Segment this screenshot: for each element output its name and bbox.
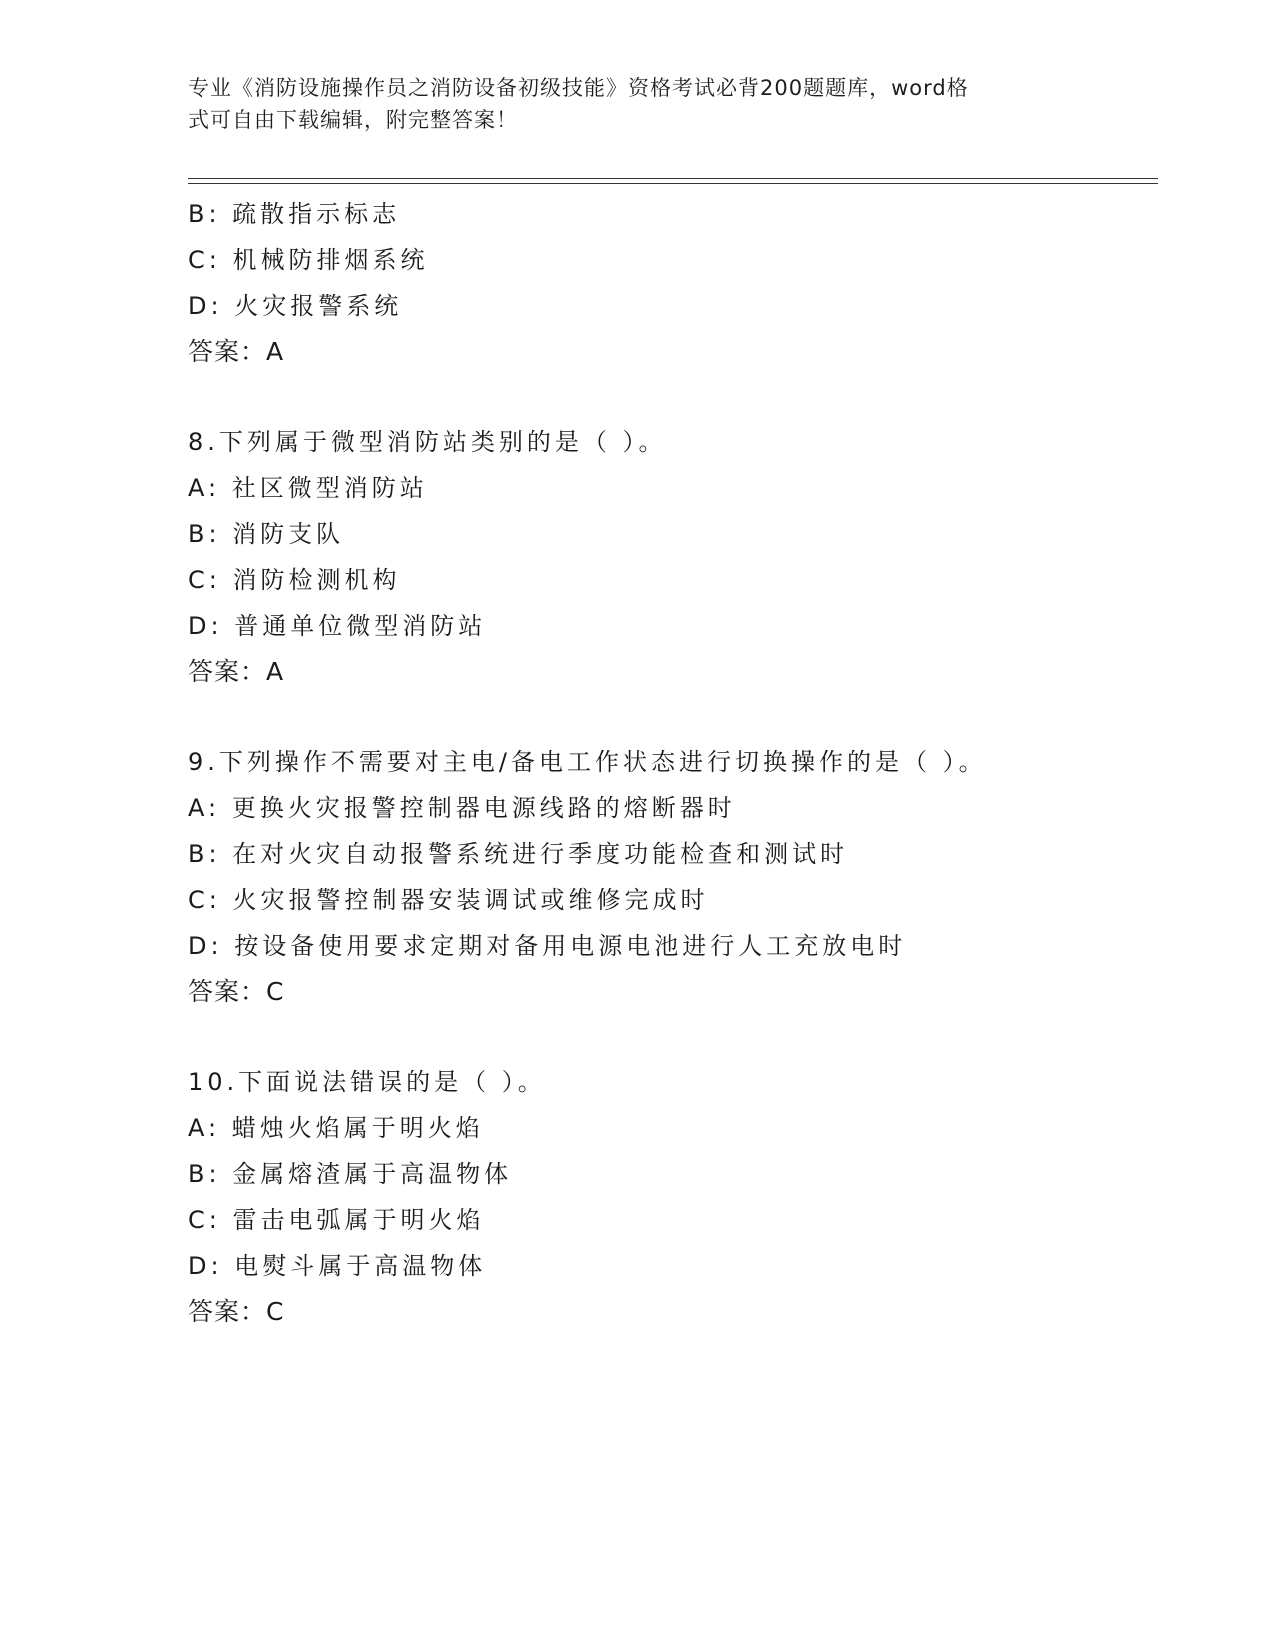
option-d: D: 火灾报警系统 (188, 292, 403, 320)
option-c: C: 雷击电弧属于明火焰 (188, 1206, 485, 1234)
document-header (188, 72, 1068, 136)
answer-line: 答案：A (188, 657, 285, 686)
option-b: B: 消防支队 (188, 520, 345, 548)
header-title-line-1: 专业《消防设施操作员之消防设备初级技能》资格考试必背200题题库，word格 (188, 76, 969, 100)
option-b: B: 在对火灾自动报警系统进行季度功能检查和测试时 (188, 840, 849, 868)
option-d: D: 按设备使用要求定期对备用电源电池进行人工充放电时 (188, 932, 907, 960)
option-d: D: 电熨斗属于高温物体 (188, 1252, 487, 1280)
header-divider-top (188, 178, 1158, 179)
question-stem: 10.下面说法错误的是（ ）。 (188, 1068, 546, 1096)
option-a: A: 蜡烛火焰属于明火焰 (188, 1114, 484, 1142)
question-content (188, 191, 1148, 1335)
answer-line: 答案：A (188, 337, 285, 366)
header-divider-bottom (188, 183, 1158, 184)
question-stem: 9.下列操作不需要对主电/备电工作状态进行切换操作的是（ ）。 (188, 748, 987, 776)
question-block-8 (188, 419, 1148, 695)
question-block-10 (188, 1059, 1148, 1335)
question-block-9 (188, 739, 1148, 1015)
question-spacer (188, 375, 1148, 419)
option-c: C: 消防检测机构 (188, 566, 401, 594)
option-b: B: 金属熔渣属于高温物体 (188, 1160, 513, 1188)
option-c: C: 机械防排烟系统 (188, 246, 429, 274)
answer-line: 答案：C (188, 1297, 285, 1326)
header-title-line-2: 式可自由下载编辑，附完整答案！ (188, 108, 518, 132)
answer-line: 答案：C (188, 977, 285, 1006)
question-spacer (188, 695, 1148, 739)
option-a: A: 更换火灾报警控制器电源线路的熔断器时 (188, 794, 736, 822)
question-spacer (188, 1015, 1148, 1059)
option-c: C: 火灾报警控制器安装调试或维修完成时 (188, 886, 709, 914)
option-a: A: 社区微型消防站 (188, 474, 428, 502)
question-stem: 8.下列属于微型消防站类别的是（ ）。 (188, 428, 667, 456)
option-d: D: 普通单位微型消防站 (188, 612, 487, 640)
question-block-7-continued (188, 191, 1148, 375)
option-b: B: 疏散指示标志 (188, 200, 401, 228)
